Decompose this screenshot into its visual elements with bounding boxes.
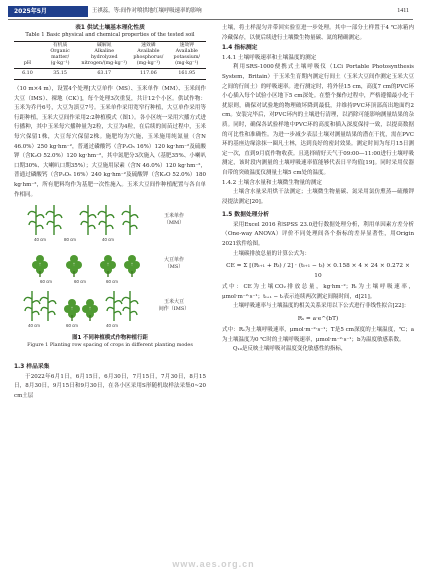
cell-ph: 6.10 [14,69,41,80]
intercrop-plants-image [20,289,140,321]
intercrop-row [20,289,140,327]
figure1-planting-diagram [14,203,206,359]
right-column [222,24,414,355]
col-header-available-k: 速效钾 Available potassium/ (mg·kg⁻¹) [168,42,206,69]
subsection-heading-1-4-1: 1.4.1 土壤呼吸速率和土壤温度的测定 [222,54,317,61]
spacing-label: 40 cm [106,323,118,329]
section-heading-1-4: 1.4 指标测定 [222,45,258,52]
maize-plants-image [20,203,140,235]
spacing-label: 60 cm [40,279,52,285]
soybean-plants-image [20,247,140,277]
label-soybean-monoculture: 大豆单作 （MS） [163,257,184,271]
table1-caption-cn: 表1 供试土壤基本理化性质 [75,25,145,31]
running-title: 王祺蕊，等:间作对喷拱地红壤呼吸速率的影响 [92,8,202,14]
continued-paragraph: 土壤，将土样混匀并带回实验室进一步处理。其中一部分土样置于4 ℃冰箱内冷藏保存，以便后续进行土壤微生物量碳、氮的精确测定。 [222,25,414,41]
soil-respiration-method-paragraph: 利用SRS-1000便携式土壤呼吸仪（LCi Portable Photosynthesis System，Britain）于玉米生育期内测定行间土（玉米大豆间作测定玉米大豆之间的行间土）的呼吸速率。进行测定时，将外径15 cm，高度7 cm的PVC环小心插入每个试验小区地下5 cm深处。在整个操作过程中，严格遵循最小化干扰原则，确保对试验地的物理破坏降到最低，并维持PVC环顶部高出地面约2 cm。安装完毕后，对PVC环内的土壤进行清理，以消除可能影响测量结果的杂质。同时，确保各试验样地中PVC环的高度和插入深度保持一致，以提高数据的可比性和准确性。为进一步减少表层土壤对测量结果的潜在干扰，需在PVC环的基座边缘涂抹一圈凡士林，达到良好的密封效果。测定时间为每月15日测定一次，直到9月底作物收获。且选择晴好天气于09:00—11:00进行土壤呼吸测定，该时段内测量的土壤呼吸速率值能够代表日平均值[19]。同时采用仪器自带的突破温度仪测量土壤5 cm处的温度。 [222,64,414,176]
formula-explanation-paragraph: 式中：CE为土壤CO₂排放总量，kg·hm⁻²；Rₜ为土壤呼吸速率，μmol·m⁻²·s⁻¹；tₜ₊₁ − tₜ表示连续两次测定间隔时间，d[21]。 [222,284,414,300]
page-number: 1411 [397,8,409,14]
running-header [0,0,427,20]
issue-date-tab: 2025年5月 [8,6,88,17]
label-maize-monoculture: 玉米单作 （MM） [163,213,185,227]
spacing-label: 80 cm [64,237,76,243]
spacing-label: 60 cm [74,279,86,285]
formula-intro-paragraph: 土壤碳排放总量的计算公式为： [233,250,311,257]
soil-moisture-paragraph: 土壤含水量采用烘干法测定；土壤微生物量碳、氮采用氯仿熏蒸—硫酸钾浸提法测定[20]。 [222,189,414,205]
left-column [14,24,206,402]
header-divider [8,19,413,20]
spacing-label: 60 cm [106,279,118,285]
figure1-caption-cn: 图1 不同种植模式作物种植行距 [72,335,148,342]
method-paragraph: （10 m×4 m），设置4个处理[大豆单作（MS）、玉米单作（MM）、玉米间作大豆（IMS）、裸地（CK）]，每个处理3次重复，共计12个小区。供试作物：玉米为乔丹6号，大豆为滇豆7号。玉米单作采用宽窄行种植，大豆单作采用等行距种植，玉米大豆间作采用2:2种植模式（图1）。各小区统一采用穴播方式进行播种，其中玉米每穴播种量为2粒，大豆为4粒，在后续的间苗过程中，玉米每穴保留1株，大豆每穴保留2株。施肥均为穴施，玉米施用纯氮量（含N 46.0%）250 kg·hm⁻²，普通过磷酸钙（含P₂O₅ 16%）120 kg·hm⁻²及硫酸钾（含K₂O 52.0%）120 kg·hm⁻²，其中氮肥分3次施入（基肥35%、小喇叭口期30%、大喇叭口期35%）；大豆施用尿素（含N 46.0%）120 kg·hm⁻²，普通过磷酸钙（含P₂O₅ 16%）240 kg·hm⁻²及硫酸钾（含K₂O 52.0%）180 kg·hm⁻²，所有肥料均作为基肥一次性施入。玉米大豆间作种植配置与各自单作相同。 [14,86,206,198]
exponential-fit-formula: Rₛ = a·e^(bT) [297,316,339,323]
cell-alkaline-n: 63.17 [79,69,129,80]
col-header-organic-matter: 有机质 Organic matter/ (g·kg⁻¹) [41,42,79,69]
fit-explanation-paragraph: 式中：Rₛ为土壤呼吸速率，μmol·m⁻²·s⁻¹；T是5 cm深度的土壤温度，℃；a为土壤温度为0 ℃时的土壤呼吸速率，μmol·m⁻²·s⁻¹；b为温度敏感系数。 [222,327,414,343]
watermark-link[interactable]: www.aes.org.cn [172,559,255,569]
spacing-label: 40 cm [34,237,46,243]
carbon-emission-formula: CE = Σ [(Rₜ₊₁ + Rₜ) / 2] · (tₜ₊₁ − tₜ) × 0.158 × 4 × 24 × 0.272 × 10 [226,263,410,280]
section-heading-1-3: 1.3 样品采集 [14,364,50,371]
soil-properties-table [14,41,206,80]
table1-caption-en: Table 1 Basic physical and chemical properties of the tested soil [25,32,195,38]
sampling-paragraph: 于2022年6月1日，6月15日，6月30日，7月15日，7月30日，8月15日，8月30日，9月15日和9月30日，在各小区采用S形随机取样法采集0~20 cm土层 [14,373,206,399]
table-header-row [14,42,206,69]
data-analysis-paragraph: 采用Excel 2016 和SPSS 23.0进行数据处理分析，利用单因素方差分析（One-way ANOVA）评价不同处理间各个指标的差异显著性，用Origin 2021软件绘图。 [222,221,414,248]
q10-paragraph: Q₁₀是反映土壤呼吸对温度变化敏感性的指标， [233,346,347,353]
figure1-caption-en: Figure 1 Planting row spacing of crops in different planting modes [27,342,193,349]
col-header-ph: pH [14,42,41,69]
table-row [14,69,206,80]
label-intercropping: 玉米大豆 间作（IMS） [158,299,190,313]
col-header-alkaline-n: 碱解氮 Alkaline hydrolyzed nitrogen/(mg·kg⁻¹) [79,42,129,69]
cell-available-k: 161.95 [168,69,206,80]
spacing-label: 60 cm [66,323,78,329]
spacing-label: 40 cm [102,237,114,243]
subsection-heading-1-4-2: 1.4.2 土壤含水量和土壤微生物量的测定 [222,179,322,186]
section-heading-1-5: 1.5 数据处理分析 [222,212,270,219]
maize-row [20,203,140,241]
cell-available-p: 117.06 [129,69,167,80]
spacing-label: 40 cm [28,323,40,329]
col-header-available-p: 速效磷 Available phosphorus/ (mg·kg⁻¹) [129,42,167,69]
cell-organic-matter: 35.15 [41,69,79,80]
fitting-intro-paragraph: 土壤呼吸速率与土壤温度的相关关系采用以下公式进行非线性拟合[22]： [233,303,410,310]
